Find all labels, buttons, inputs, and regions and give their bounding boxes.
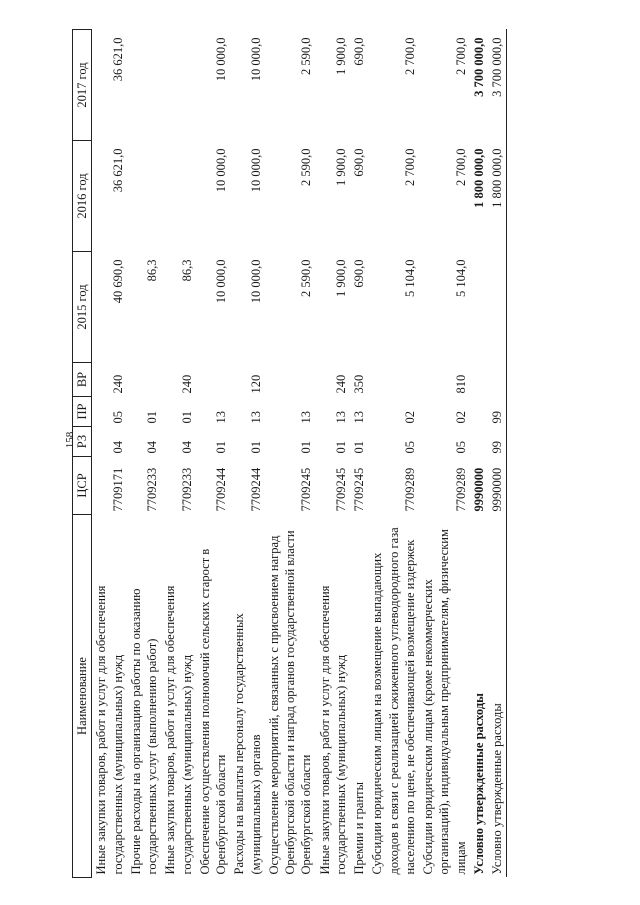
cell-name: Иные закупки товаров, работ и услуг для обеспечения государственных (муниципальных) нужд xyxy=(94,585,125,875)
header-pr: ПР xyxy=(73,397,92,427)
cell-vr: 810 xyxy=(453,374,468,394)
cell-name: Премии и гранты xyxy=(352,781,366,875)
cell-pr: 13 xyxy=(299,411,314,424)
cell-y2015: 2 590,0 xyxy=(299,259,314,297)
cell-name: Прочие расходы на организацию работы по оказанию государственных услуг (выполнению работ) xyxy=(128,588,159,875)
cell-vr xyxy=(368,363,419,397)
table-row xyxy=(419,30,470,878)
table-row xyxy=(470,30,488,878)
table-row xyxy=(316,30,351,878)
table-row xyxy=(196,30,231,878)
cell-y2015: 5 104,0 xyxy=(402,259,417,297)
cell-y2017: 10 000,0 xyxy=(214,37,228,82)
rotated-page-content xyxy=(72,30,594,878)
cell-y2016: 1 900,0 xyxy=(333,148,348,186)
cell-y2015 xyxy=(470,252,488,363)
cell-rz: 99 xyxy=(488,427,507,457)
cell-y2015 xyxy=(488,252,507,363)
page-number: 158 xyxy=(64,431,76,449)
cell-pr: 99 xyxy=(488,397,507,427)
table-row xyxy=(265,30,316,878)
cell-y2017: 2 700,0 xyxy=(453,37,468,75)
cell-csr: 7709245 xyxy=(352,467,366,512)
cell-csr: 9990000 xyxy=(471,467,486,512)
cell-y2017 xyxy=(127,30,162,141)
table-row xyxy=(92,30,127,878)
cell-y2015: 86,3 xyxy=(145,259,159,282)
cell-pr: 05 xyxy=(110,411,125,424)
cell-rz: 01 xyxy=(248,441,263,454)
cell-y2015: 1 900,0 xyxy=(333,259,348,297)
table-row xyxy=(161,30,196,878)
cell-vr: 240 xyxy=(110,374,125,394)
cell-name: Обеспечение осуществления полномочий сельских старост в Оренбургской области xyxy=(197,548,228,875)
cell-csr: 7709244 xyxy=(214,467,228,512)
cell-csr: 7709233 xyxy=(145,467,159,512)
cell-y2016: 36 621,0 xyxy=(110,148,125,193)
cell-pr: 01 xyxy=(145,411,159,424)
cell-csr: 7709244 xyxy=(248,467,263,512)
cell-rz: 04 xyxy=(179,441,194,454)
cell-vr: 240 xyxy=(333,374,348,394)
cell-name: Иные закупки товаров, работ и услуг для обеспечения государственных (муниципальных) нужд xyxy=(317,585,348,875)
table-row xyxy=(350,30,368,878)
cell-csr: 7709245 xyxy=(333,467,348,512)
cell-y2017 xyxy=(161,30,196,141)
cell-csr: 7709171 xyxy=(110,467,125,512)
cell-y2015: 10 000,0 xyxy=(214,259,228,304)
cell-y2017: 3 700 000,0 xyxy=(471,37,486,97)
cell-name: Осуществление мероприятий, связанных с присвоением наград Оренбургской области и наград органов государственной власти Оренбургской области xyxy=(266,530,314,875)
cell-pr: 02 xyxy=(453,411,468,424)
cell-rz: 01 xyxy=(299,441,314,454)
cell-vr: 240 xyxy=(179,374,194,394)
cell-pr: 13 xyxy=(352,411,366,424)
cell-y2016: 10 000,0 xyxy=(248,148,263,193)
cell-y2016: 10 000,0 xyxy=(214,148,228,193)
header-csr: ЦСР xyxy=(73,457,92,515)
cell-csr: 7709289 xyxy=(453,467,468,512)
cell-y2015: 5 104,0 xyxy=(453,259,468,297)
cell-vr xyxy=(127,363,162,397)
cell-y2017: 3 700 000,0 xyxy=(488,30,507,141)
table-row xyxy=(488,30,507,878)
cell-pr: 02 xyxy=(402,411,417,424)
cell-pr: 13 xyxy=(214,411,228,424)
cell-rz: 01 xyxy=(214,441,228,454)
cell-y2016: 2 590,0 xyxy=(299,148,314,186)
cell-y2017: 10 000,0 xyxy=(248,37,263,82)
cell-vr: 350 xyxy=(352,374,366,394)
cell-name: Расходы на выплаты персоналу государственных (муниципальных) органов xyxy=(232,613,263,875)
cell-y2017: 36 621,0 xyxy=(110,37,125,82)
cell-pr: 13 xyxy=(333,411,348,424)
cell-rz: 05 xyxy=(453,441,468,454)
table-body xyxy=(92,30,507,878)
budget-table xyxy=(72,29,507,878)
header-name: Наименование xyxy=(73,515,92,878)
cell-vr xyxy=(196,363,231,397)
header-2015: 2015 год xyxy=(73,252,92,363)
cell-rz: 04 xyxy=(110,441,125,454)
cell-y2016: 1 800 000,0 xyxy=(488,141,507,252)
header-2016: 2016 год xyxy=(73,141,92,252)
cell-y2015: 690,0 xyxy=(352,259,366,288)
header-vr: ВР xyxy=(73,363,92,397)
table-header xyxy=(73,30,92,878)
cell-y2016: 690,0 xyxy=(352,148,366,177)
cell-y2017: 2 590,0 xyxy=(299,37,314,75)
cell-name: Условно утвержденные расходы xyxy=(471,693,486,875)
cell-csr: 7709233 xyxy=(179,467,194,512)
cell-y2015: 86,3 xyxy=(179,259,194,282)
cell-y2015: 10 000,0 xyxy=(248,259,263,304)
cell-name: Субсидии юридическим лицам (кроме некоммерческих организаций), индивидуальным предпринимателям, физическим лицам xyxy=(421,529,468,875)
cell-y2015: 40 690,0 xyxy=(110,259,125,304)
table-row xyxy=(230,30,265,878)
cell-y2016: 1 800 000,0 xyxy=(471,148,486,208)
cell-vr xyxy=(265,363,316,397)
cell-csr: 7709289 xyxy=(402,467,417,512)
cell-csr: 9990000 xyxy=(488,457,507,515)
cell-rz: 05 xyxy=(402,441,417,454)
cell-vr xyxy=(488,363,507,397)
cell-y2017: 690,0 xyxy=(352,37,366,66)
header-rz: РЗ xyxy=(73,427,92,457)
cell-name: Иные закупки товаров, работ и услуг для обеспечения государственных (муниципальных) нужд xyxy=(163,585,194,875)
cell-name: Субсидии юридическим лицам на возмещение выпадающих доходов в связи с реализацией сжиженного углеводородного газа населению по цене, не обеспечивающей возмещение издержек xyxy=(370,527,417,875)
cell-vr: 120 xyxy=(248,374,263,394)
cell-pr: 13 xyxy=(248,411,263,424)
cell-name: Условно утвержденные расходы xyxy=(488,515,507,878)
cell-vr xyxy=(470,363,488,397)
cell-rz: 04 xyxy=(145,441,159,454)
table-row xyxy=(127,30,162,878)
cell-y2016: 2 700,0 xyxy=(453,148,468,186)
cell-y2016 xyxy=(161,141,196,252)
table-row xyxy=(368,30,419,878)
cell-pr xyxy=(470,397,488,427)
cell-csr: 7709245 xyxy=(299,467,314,512)
cell-rz: 01 xyxy=(352,441,366,454)
cell-y2017: 2 700,0 xyxy=(402,37,417,75)
cell-rz xyxy=(470,427,488,457)
cell-y2016: 2 700,0 xyxy=(402,148,417,186)
cell-pr: 01 xyxy=(179,411,194,424)
cell-y2017: 1 900,0 xyxy=(333,37,348,75)
cell-y2016 xyxy=(127,141,162,252)
cell-rz: 01 xyxy=(333,441,348,454)
header-2017: 2017 год xyxy=(73,30,92,141)
